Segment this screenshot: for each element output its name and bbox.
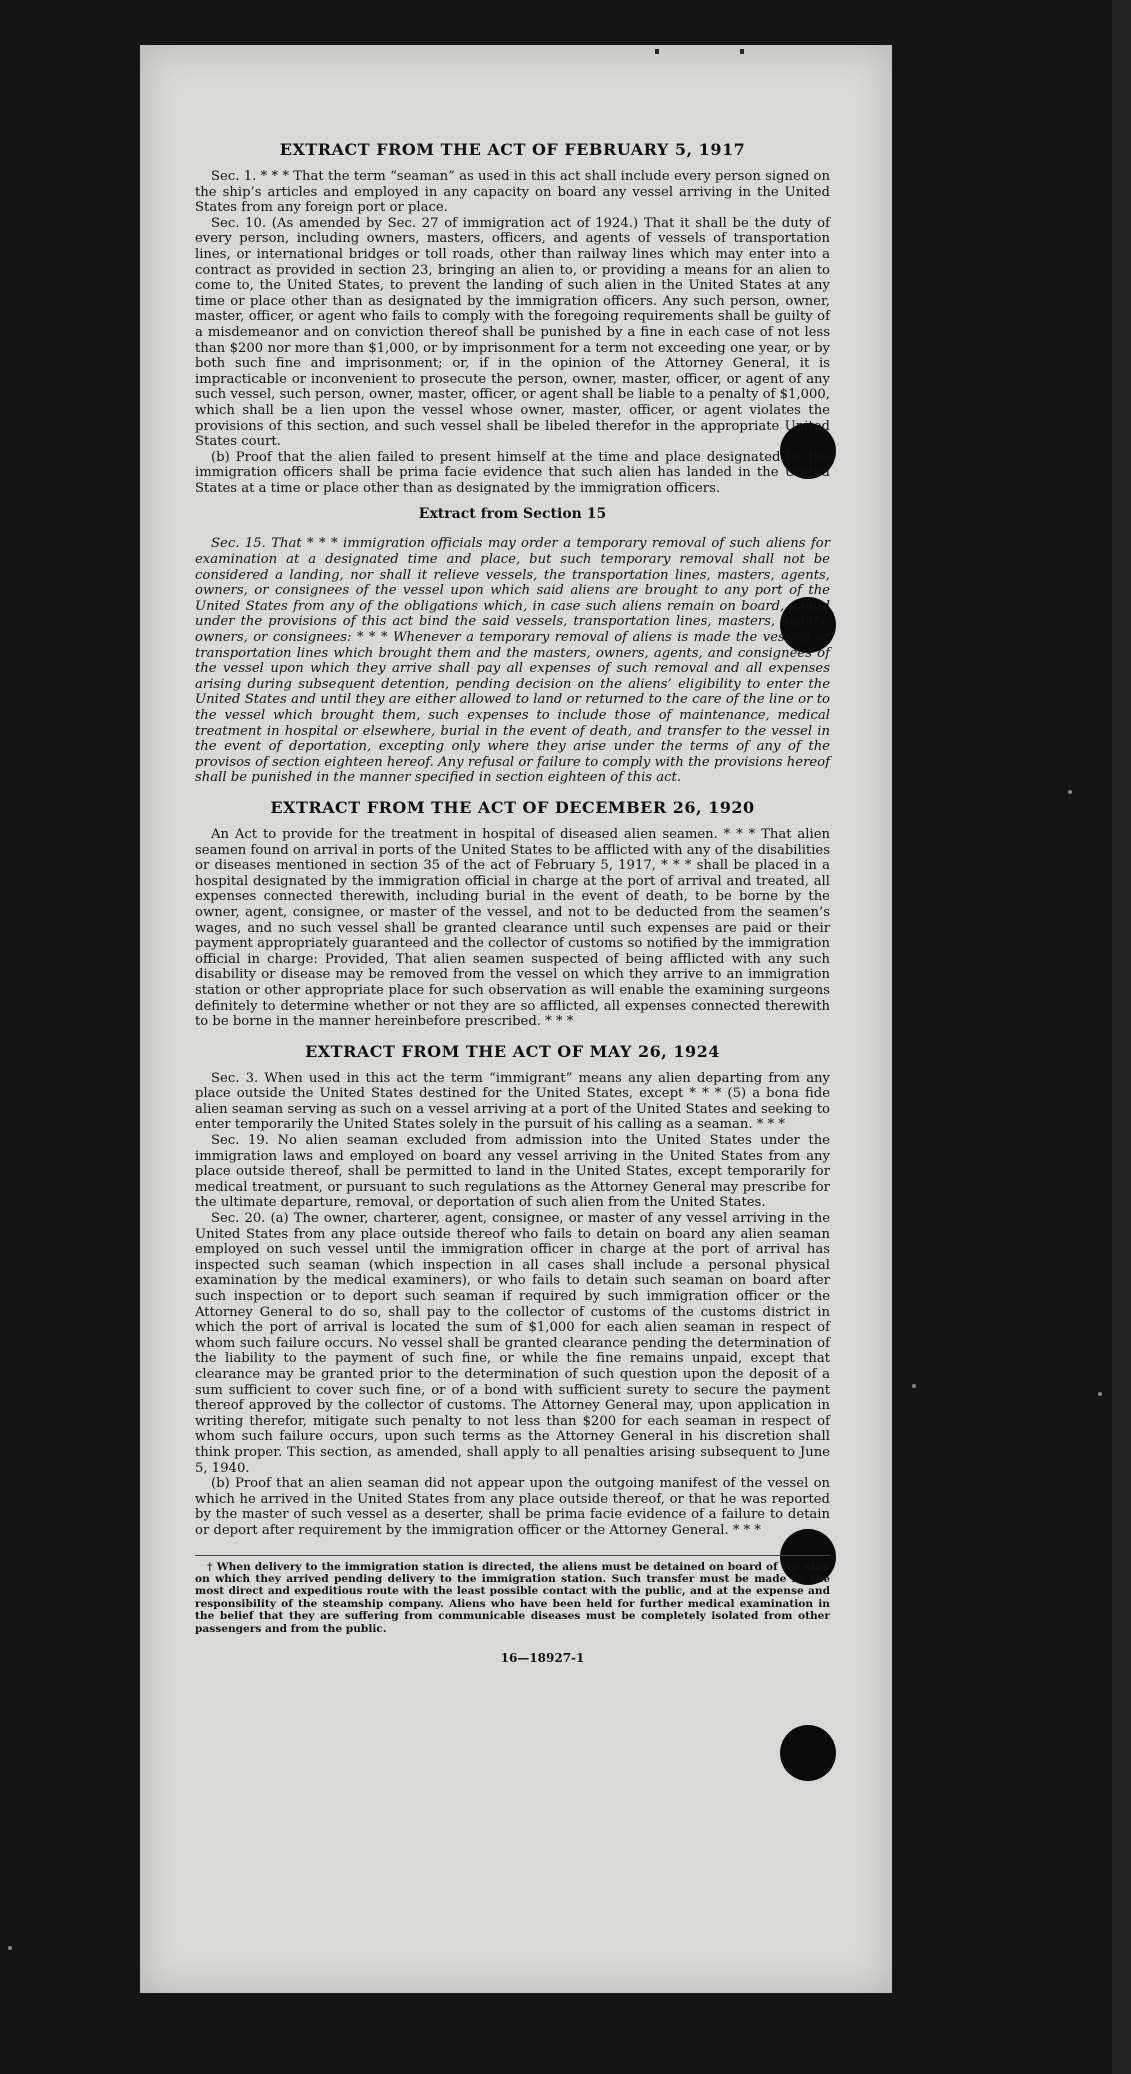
- scan-mark: [740, 49, 744, 54]
- heading-act-1924: EXTRACT FROM THE ACT OF MAY 26, 1924: [305, 1041, 720, 1061]
- paragraph-sec-3: Sec. 3. When used in this act the term “immigrant” means any alien departing from any place outside the United States destined for the United States, except * * * (5) a bona fide alien seaman serving as such on a vessel arriving at a port of the United States and seeking to enter temporarily the United States solely in the pursuit of his calling as a seaman. * * *: [195, 1070, 830, 1133]
- paragraph-sec-19: Sec. 19. No alien seaman excluded from admission into the United States under the immigration laws and employed on board any vessel arriving in the United States from any place outside thereof, shall be permitted to land in the United States, except temporarily for medical treatment, or pursuant to such regulations as the Attorney General may prescribe for the ultimate departure, removal, or deportation of such alien from the United States.: [195, 1133, 830, 1211]
- scan-dust: [1098, 1392, 1102, 1396]
- heading-section-15: Extract from Section 15: [418, 506, 607, 523]
- scan-dust: [1068, 790, 1072, 794]
- paragraph-sec-20: Sec. 20. (a) The owner, charterer, agent, consignee, or master of any vessel arriving in the United States from any place outside thereof who fails to detain on board any alien seaman employed on such vessel until the immigration officer in charge at the port of arrival has inspected such seaman (which inspection in all cases shall include a personal physical examination by the medical examiners), or who fails to detain such seaman on board after such inspection or to deport such seaman if required by such immigration officer or the Attorney General to do so, shall pay to the collector of customs of the customs district in which the port of arrival is located the sum of $1,000 for each alien seaman in respect of whom such failure occurs. No vessel shall be granted clearance pending the determination of the liability to the payment of such fine, or while the fine remains unpaid, except that clearance may be granted prior to the determination of such question upon the deposit of a sum sufficient to cover such fine, or of a bond with sufficient surety to secure the payment thereof approved by the collector of customs. The Attorney General may, upon application in writing therefor, mitigate such penalty to not less than $200 for each seaman in respect of whom such failure occurs, upon such terms as the Attorney General in his discretion shall think proper. This section, as amended, shall apply to all penalties arising subsequent to June 5, 1940.: [195, 1211, 830, 1476]
- paragraph-sec-10-b: (b) Proof that the alien failed to present himself at the time and place designated by the immigration officers shall be prima facie evidence that such alien has landed in the United States at a time or place other than as designated by the immigration officers.: [195, 449, 830, 496]
- paragraph-sec-20-b: (b) Proof that an alien seaman did not appear upon the outgoing manifest of the vessel on which he arrived in the United States from any place outside thereof, or that he was reported by the master of such vessel as a deserter, shall be prima facie evidence of a failure to detain or deport after requirement by the immigration officer or the Attorney General. * * *: [195, 1476, 830, 1538]
- punch-hole: [780, 1725, 836, 1781]
- document-page: [140, 45, 892, 1993]
- scan-mark: [655, 49, 659, 54]
- footnote-text: † When delivery to the immigration station is directed, the aliens must be detained on board of the ship on which they arrived pending delivery to the immigration station. Such transfer must be made by the most direct and expeditious route with the least possible contact with the public, and at the expense and responsibility of the steamship company. Aliens who have been held for further medical examination in the belief that they are suffering from communicable diseases must be completely isolated from other passengers and from the public.: [195, 1560, 830, 1635]
- heading-act-1920: EXTRACT FROM THE ACT OF DECEMBER 26, 1920: [270, 797, 755, 817]
- paragraph-sec-1: Sec. 1. * * * That the term “seaman” as used in this act shall include every person signed on the ship’s articles and employed in any capacity on board any vessel arriving in the United States from any foreign port or place.: [195, 169, 830, 216]
- form-number: 16—18927-1: [500, 1650, 585, 1665]
- document-text: [195, 140, 830, 1665]
- scanner-edge: [1112, 0, 1131, 2074]
- paragraph-sec-10: Sec. 10. (As amended by Sec. 27 of immigration act of 1924.) That it shall be the duty of every person, including owners, masters, officers, and agents of vessels of transportation lines, or international bridges or toll roads, other than railway lines which may enter into a contract as provided in section 23, bringing an alien to, or providing a means for an alien to come to, the United States, to prevent the landing of such alien in the United States at any time or place other than as designated by the immigration officers. Any such person, owner, master, officer, or agent who fails to comply with the foregoing requirements shall be guilty of a misdemeanor and on conviction thereof shall be punished by a fine in each case of not less than $200 nor more than $1,000, or by imprisonment for a term not exceeding one year, or by both such fine and imprisonment; or, if in the opinion of the Attorney General, it is impracticable or inconvenient to prosecute the person, owner, master, officer, or agent of any such vessel, such person, owner, master, officer, or agent shall be liable to a penalty of $1,000, which shall be a lien upon the vessel whose owner, master, officer, or agent violates the provisions of this section, and such vessel shall be libeled therefor in the appropriate United States court.: [195, 215, 830, 450]
- paragraph-sec-15: Sec. 15. That * * * immigration officials may order a temporary removal of such aliens for examination at a designated time and place, but such temporary removal shall not be considered a landing, nor shall it relieve vessels, the transportation lines, masters, agents, owners, or consignees of the vessel upon which said aliens are brought to any port of the United States from any of the obligations which, in case such aliens remain on board, would under the provisions of this act bind the said vessels, transportation lines, masters, agents, owners, or consignees: * * * Whenever a temporary removal of aliens is made the vessels or transportation lines which brought them and the masters, owners, agents, and consignees of the vessel upon which they arrive shall pay all expenses of such removal and all expenses arising during subsequent detention, pending decision on the aliens’ eligibility to enter the United States and until they are either allowed to land or returned to the care of the line or to the vessel which brought them, such expenses to include those of maintenance, medical treatment in hospital or elsewhere, burial in the event of death, and transfer to the vessel in the event of deportation, excepting only where they arise under the terms of any of the provisos of section eighteen hereof. Any refusal or failure to comply with the provisions hereof shall be punished in the manner specified in section eighteen of this act.: [195, 536, 830, 786]
- heading-act-1917: EXTRACT FROM THE ACT OF FEBRUARY 5, 1917: [279, 140, 746, 159]
- paragraph-act-1920: An Act to provide for the treatment in hospital of diseased alien seamen. * * * That alien seamen found on arrival in ports of the United States to be afflicted with any of the disabilities or diseases mentioned in section 35 of the act of February 5, 1917, * * * shall be placed in a hospital designated by the immigration official in charge at the port of arrival and treated, all expenses connected therewith, including burial in the event of death, to be borne by the owner, agent, consignee, or master of the vessel, and not to be deducted from the seamen’s wages, and no such vessel shall be granted clearance until such expenses are paid or their payment appropriately guaranteed and the collector of customs so notified by the immigration official in charge: Provided, That alien seamen suspected of being afflicted with any such disability or disease may be removed from the vessel on which they arrive to an immigration station or other appropriate place for such observation as will enable the examining surgeons definitely to determine whether or not they are so afflicted, all expenses connected therewith to be borne in the manner hereinbefore prescribed. * * *: [195, 826, 830, 1030]
- scan-dust: [8, 1946, 12, 1950]
- scan-dust: [912, 1384, 916, 1388]
- footnote: [195, 1555, 830, 1635]
